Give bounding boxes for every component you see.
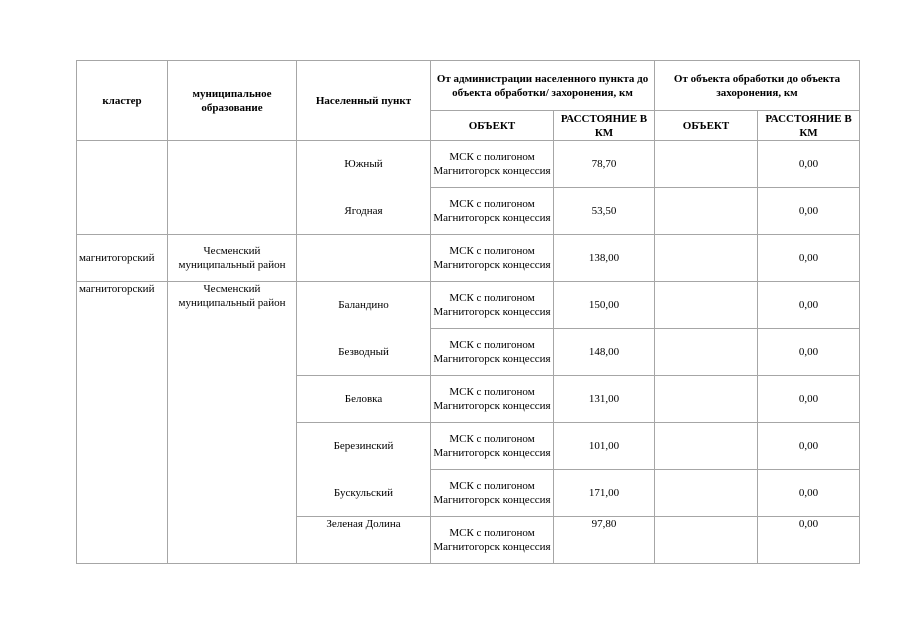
distance-table [76, 60, 860, 564]
cell-cluster [77, 329, 168, 376]
table-row [77, 517, 860, 564]
header-distance-2: РАССТОЯНИЕ В КМ [758, 111, 860, 141]
cell-object-2 [655, 235, 758, 282]
cell-distance-2: 0,00 [758, 141, 860, 188]
cell-object-2 [655, 423, 758, 470]
cell-distance-2: 0,00 [758, 376, 860, 423]
table-row [77, 141, 860, 188]
cell-distance: 171,00 [554, 470, 655, 517]
cell-cluster: магнитогорский [77, 235, 168, 282]
cell-settlement: Южный [297, 141, 431, 188]
header-cluster: кластер [77, 61, 168, 141]
table-row [77, 470, 860, 517]
table-row [77, 188, 860, 235]
cell-municipality: Чесменский муниципальный район [168, 235, 297, 282]
cell-object: МСК с полигоном Магнитогорск концессия [431, 282, 554, 329]
cell-municipality [168, 376, 297, 423]
header-row-1 [77, 61, 860, 111]
header-settlement: Населенный пункт [297, 61, 431, 141]
table-row [77, 329, 860, 376]
cell-distance: 148,00 [554, 329, 655, 376]
header-from-admin: От администрации населенного пункта до объекта обработки/ захоронения, км [431, 61, 655, 111]
cell-object: МСК с полигоном Магнитогорск концессия [431, 470, 554, 517]
cell-settlement [297, 235, 431, 282]
cell-settlement: Березинский [297, 423, 431, 470]
cell-distance-2: 0,00 [758, 282, 860, 329]
cell-object: МСК с полигоном Магнитогорск концессия [431, 517, 554, 564]
cell-municipality [168, 470, 297, 517]
cell-settlement: Безводный [297, 329, 431, 376]
cell-settlement: Зеленая Долина [297, 517, 431, 564]
cell-cluster [77, 188, 168, 235]
header-municipality: муниципальное образование [168, 61, 297, 141]
cell-settlement: Ягодная [297, 188, 431, 235]
cell-object-2 [655, 517, 758, 564]
cell-municipality [168, 329, 297, 376]
cell-municipality [168, 141, 297, 188]
cell-object-2 [655, 188, 758, 235]
header-from-facility: От объекта обработки до объекта захоронения, км [655, 61, 860, 111]
cell-cluster: магнитогорский [77, 282, 168, 329]
cell-municipality [168, 423, 297, 470]
cell-settlement: Беловка [297, 376, 431, 423]
cell-distance-2: 0,00 [758, 517, 860, 564]
header-distance: РАССТОЯНИЕ В КМ [554, 111, 655, 141]
table-row [77, 235, 860, 282]
cell-object: МСК с полигоном Магнитогорск концессия [431, 235, 554, 282]
table-row [77, 376, 860, 423]
cell-distance-2: 0,00 [758, 188, 860, 235]
cell-distance-2: 0,00 [758, 235, 860, 282]
cell-distance: 131,00 [554, 376, 655, 423]
cell-object: МСК с полигоном Магнитогорск концессия [431, 423, 554, 470]
cell-cluster [77, 376, 168, 423]
cell-cluster [77, 470, 168, 517]
cell-object-2 [655, 376, 758, 423]
cell-object: МСК с полигоном Магнитогорск концессия [431, 329, 554, 376]
header-object-2: ОБЪЕКТ [655, 111, 758, 141]
cell-object-2 [655, 282, 758, 329]
cell-cluster [77, 141, 168, 188]
table-row [77, 282, 860, 329]
cell-cluster [77, 423, 168, 470]
cell-object: МСК с полигоном Магнитогорск концессия [431, 188, 554, 235]
cell-cluster [77, 517, 168, 564]
cell-object-2 [655, 470, 758, 517]
cell-municipality: Чесменский муниципальный район [168, 282, 297, 329]
cell-distance-2: 0,00 [758, 470, 860, 517]
cell-distance-2: 0,00 [758, 329, 860, 376]
cell-distance: 53,50 [554, 188, 655, 235]
cell-distance: 97,80 [554, 517, 655, 564]
cell-municipality [168, 517, 297, 564]
cell-distance: 101,00 [554, 423, 655, 470]
cell-object-2 [655, 329, 758, 376]
cell-object-2 [655, 141, 758, 188]
cell-object: МСК с полигоном Магнитогорск концессия [431, 141, 554, 188]
cell-distance: 78,70 [554, 141, 655, 188]
cell-distance: 150,00 [554, 282, 655, 329]
table-row [77, 423, 860, 470]
header-object: ОБЪЕКТ [431, 111, 554, 141]
cell-distance-2: 0,00 [758, 423, 860, 470]
cell-settlement: Бускульский [297, 470, 431, 517]
cell-settlement: Баландино [297, 282, 431, 329]
cell-distance: 138,00 [554, 235, 655, 282]
cell-municipality [168, 188, 297, 235]
cell-object: МСК с полигоном Магнитогорск концессия [431, 376, 554, 423]
